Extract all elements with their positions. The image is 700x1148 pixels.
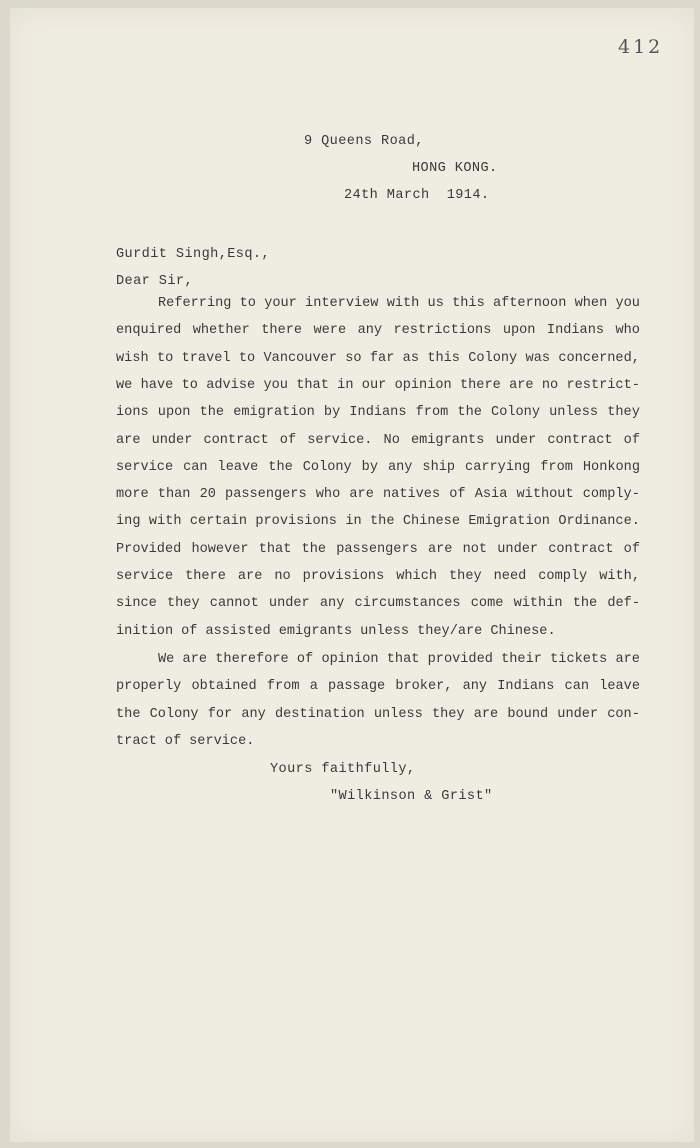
word: us: [427, 296, 444, 311]
word: cannot: [209, 596, 259, 612]
word: obtained: [191, 679, 257, 695]
word: the: [370, 514, 395, 530]
word: they: [431, 706, 465, 722]
word: ship: [422, 459, 456, 475]
word: unless: [549, 405, 599, 421]
word: Colony: [468, 350, 518, 366]
word: that: [386, 652, 420, 667]
word: who: [315, 487, 341, 503]
word: not: [462, 541, 488, 557]
word: broker,: [395, 679, 453, 695]
word: that: [296, 377, 329, 393]
word: under: [497, 541, 539, 557]
word: of: [181, 623, 198, 639]
body-line: [116, 624, 564, 639]
word: Provided: [116, 541, 182, 557]
word: of: [623, 432, 640, 448]
word: to: [239, 296, 256, 311]
word: they/are: [417, 623, 483, 639]
word: whether: [192, 323, 250, 339]
word: properly: [116, 679, 182, 695]
word: destination: [274, 706, 365, 722]
word: service: [116, 569, 174, 584]
word: Colony: [149, 706, 199, 722]
word: wish: [116, 350, 149, 366]
word: tickets: [550, 652, 608, 667]
word: comply-: [582, 487, 640, 503]
word: under: [151, 432, 193, 448]
word: by: [361, 459, 378, 475]
word: they: [166, 596, 200, 612]
word: the: [457, 405, 482, 421]
word: Indians: [497, 679, 555, 695]
word: restrictions: [393, 323, 492, 339]
word: no: [274, 569, 291, 584]
word: natives: [383, 487, 441, 503]
word: Chinese: [402, 514, 460, 530]
word: more: [116, 487, 149, 503]
word: the: [199, 405, 225, 421]
word: leave: [599, 679, 640, 695]
word: under: [495, 432, 537, 448]
word: Ordinance.: [558, 514, 640, 530]
word: with: [386, 296, 420, 311]
word: Honkong: [582, 459, 640, 475]
body-line: [116, 487, 640, 502]
word: circumstances: [354, 596, 461, 612]
word: provided: [427, 652, 493, 667]
word: Colony: [491, 405, 540, 421]
word: the: [572, 596, 598, 612]
body-line: [116, 734, 262, 749]
word: no: [541, 377, 559, 393]
word: with: [148, 514, 182, 530]
body-line: [116, 351, 640, 366]
word: upon: [502, 323, 536, 339]
word: upon: [157, 405, 191, 421]
word: provisions: [302, 569, 385, 584]
recipient: Gurdit Singh,Esq.,: [116, 247, 271, 262]
word: passage: [328, 679, 386, 695]
word: provisions: [255, 514, 337, 530]
salutation: Dear Sir,: [116, 274, 194, 289]
word: that: [258, 541, 292, 557]
word: by: [323, 405, 341, 421]
word: any: [462, 679, 488, 695]
word: restrict-: [566, 377, 640, 393]
word: of: [623, 541, 640, 557]
word: service.: [307, 432, 373, 448]
word: are: [427, 541, 453, 557]
word: are: [237, 569, 263, 584]
word: were: [313, 323, 347, 339]
word: Colony: [302, 459, 352, 475]
word: contract: [547, 432, 613, 448]
word: travel: [181, 350, 231, 366]
word: are: [182, 652, 208, 667]
word: this: [427, 350, 460, 366]
body-line: [116, 569, 640, 584]
word: which: [396, 569, 438, 584]
word: of: [449, 487, 466, 503]
word: advise: [206, 377, 256, 393]
word: to: [238, 350, 256, 366]
word: Vancouver: [263, 350, 337, 366]
word: under: [557, 706, 599, 722]
word: opinion: [321, 652, 379, 667]
word: emigrants: [410, 432, 485, 448]
word: interview: [305, 296, 379, 311]
word: Referring: [158, 296, 232, 311]
word: far: [369, 350, 395, 366]
word: can: [183, 459, 208, 475]
word: passengers: [336, 541, 418, 557]
body-line: [116, 596, 640, 611]
body-line: [116, 405, 640, 420]
body-line: [116, 460, 640, 475]
word: are: [473, 706, 499, 722]
body-line: [116, 514, 640, 529]
closing: Yours faithfully,: [270, 762, 416, 777]
word: unless: [373, 706, 423, 722]
word: when: [574, 296, 608, 311]
word: who: [615, 323, 640, 339]
word: service.: [189, 733, 255, 749]
word: the: [268, 459, 293, 475]
word: have: [140, 377, 174, 393]
word: under: [268, 596, 310, 612]
word: No: [383, 432, 400, 448]
word: concerned,: [558, 350, 640, 366]
word: of: [164, 733, 182, 749]
word: our: [361, 377, 387, 393]
word: you: [615, 296, 640, 311]
word: come: [470, 596, 504, 612]
word: in: [337, 377, 354, 393]
word: opinion: [394, 377, 452, 393]
word: can: [564, 679, 590, 695]
word: any: [319, 596, 345, 612]
address-street: 9 Queens Road,: [304, 134, 424, 149]
word: without: [516, 487, 574, 503]
word: as: [402, 350, 419, 366]
word: since: [116, 596, 157, 612]
word: with,: [599, 569, 640, 584]
word: ing: [116, 514, 141, 530]
word: afternoon: [492, 296, 567, 311]
word: Chinese.: [490, 623, 556, 639]
word: bound: [507, 706, 549, 722]
word: Indians: [349, 405, 407, 421]
word: passengers: [225, 487, 307, 503]
word: service: [116, 459, 174, 475]
word: 20: [199, 487, 216, 503]
word: your: [264, 296, 297, 311]
word: there: [459, 377, 501, 393]
word: any: [241, 706, 266, 722]
body-line: [116, 679, 640, 694]
body-line: [116, 323, 640, 338]
word: are: [116, 432, 141, 448]
word: tract: [116, 733, 157, 749]
word: are: [349, 487, 374, 503]
body-line: [116, 433, 640, 448]
word: certain: [189, 514, 247, 530]
word: to: [181, 377, 198, 393]
word: inition: [116, 623, 174, 639]
word: are: [509, 377, 534, 393]
word: carrying: [465, 459, 531, 475]
word: there: [261, 323, 303, 339]
word: any: [387, 459, 413, 475]
word: comply: [538, 569, 588, 584]
letter-date: 24th March 1914.: [344, 188, 490, 203]
word: of: [279, 432, 297, 448]
word: you: [263, 377, 288, 393]
body-line: [158, 296, 640, 311]
word: enquired: [116, 323, 182, 339]
word: con-: [607, 706, 640, 722]
word: of: [296, 652, 314, 667]
word: than: [157, 487, 191, 503]
body-line: [116, 378, 640, 393]
word: they: [607, 405, 640, 421]
word: unless: [360, 623, 410, 639]
word: emigrants: [278, 623, 353, 639]
word: however: [191, 541, 249, 557]
word: to: [156, 350, 174, 366]
word: was: [525, 350, 551, 366]
word: are: [615, 652, 640, 667]
word: def-: [607, 596, 640, 612]
word: emigration: [233, 405, 315, 421]
word: the: [116, 706, 141, 722]
body-line: [116, 542, 640, 557]
word: Indians: [546, 323, 605, 339]
body-line: [116, 707, 640, 722]
word: from: [266, 679, 300, 695]
word: contract: [548, 541, 614, 557]
word: we: [116, 377, 133, 393]
word: We: [158, 652, 175, 667]
word: Emigration: [468, 514, 550, 530]
word: contract: [203, 432, 269, 448]
word: for: [207, 706, 233, 722]
word: there: [185, 569, 226, 584]
word: from: [540, 459, 573, 475]
word: from: [415, 405, 449, 421]
word: need: [493, 569, 527, 584]
word: leave: [217, 459, 259, 475]
word: in: [345, 514, 362, 530]
word: this: [452, 296, 485, 311]
word: a: [309, 679, 318, 695]
word: assisted: [205, 623, 271, 639]
word: they: [449, 569, 482, 584]
address-city: HONG KONG.: [412, 161, 498, 176]
word: within: [513, 596, 563, 612]
body-line: [158, 652, 640, 667]
word: any: [357, 323, 383, 339]
word: their: [501, 652, 542, 667]
page-number: 412: [618, 36, 664, 58]
word: ions: [116, 405, 149, 421]
word: so: [345, 350, 362, 366]
word: therefore: [215, 652, 289, 667]
signature: "Wilkinson & Grist": [330, 789, 493, 804]
word: the: [301, 541, 327, 557]
word: Asia: [474, 487, 508, 503]
